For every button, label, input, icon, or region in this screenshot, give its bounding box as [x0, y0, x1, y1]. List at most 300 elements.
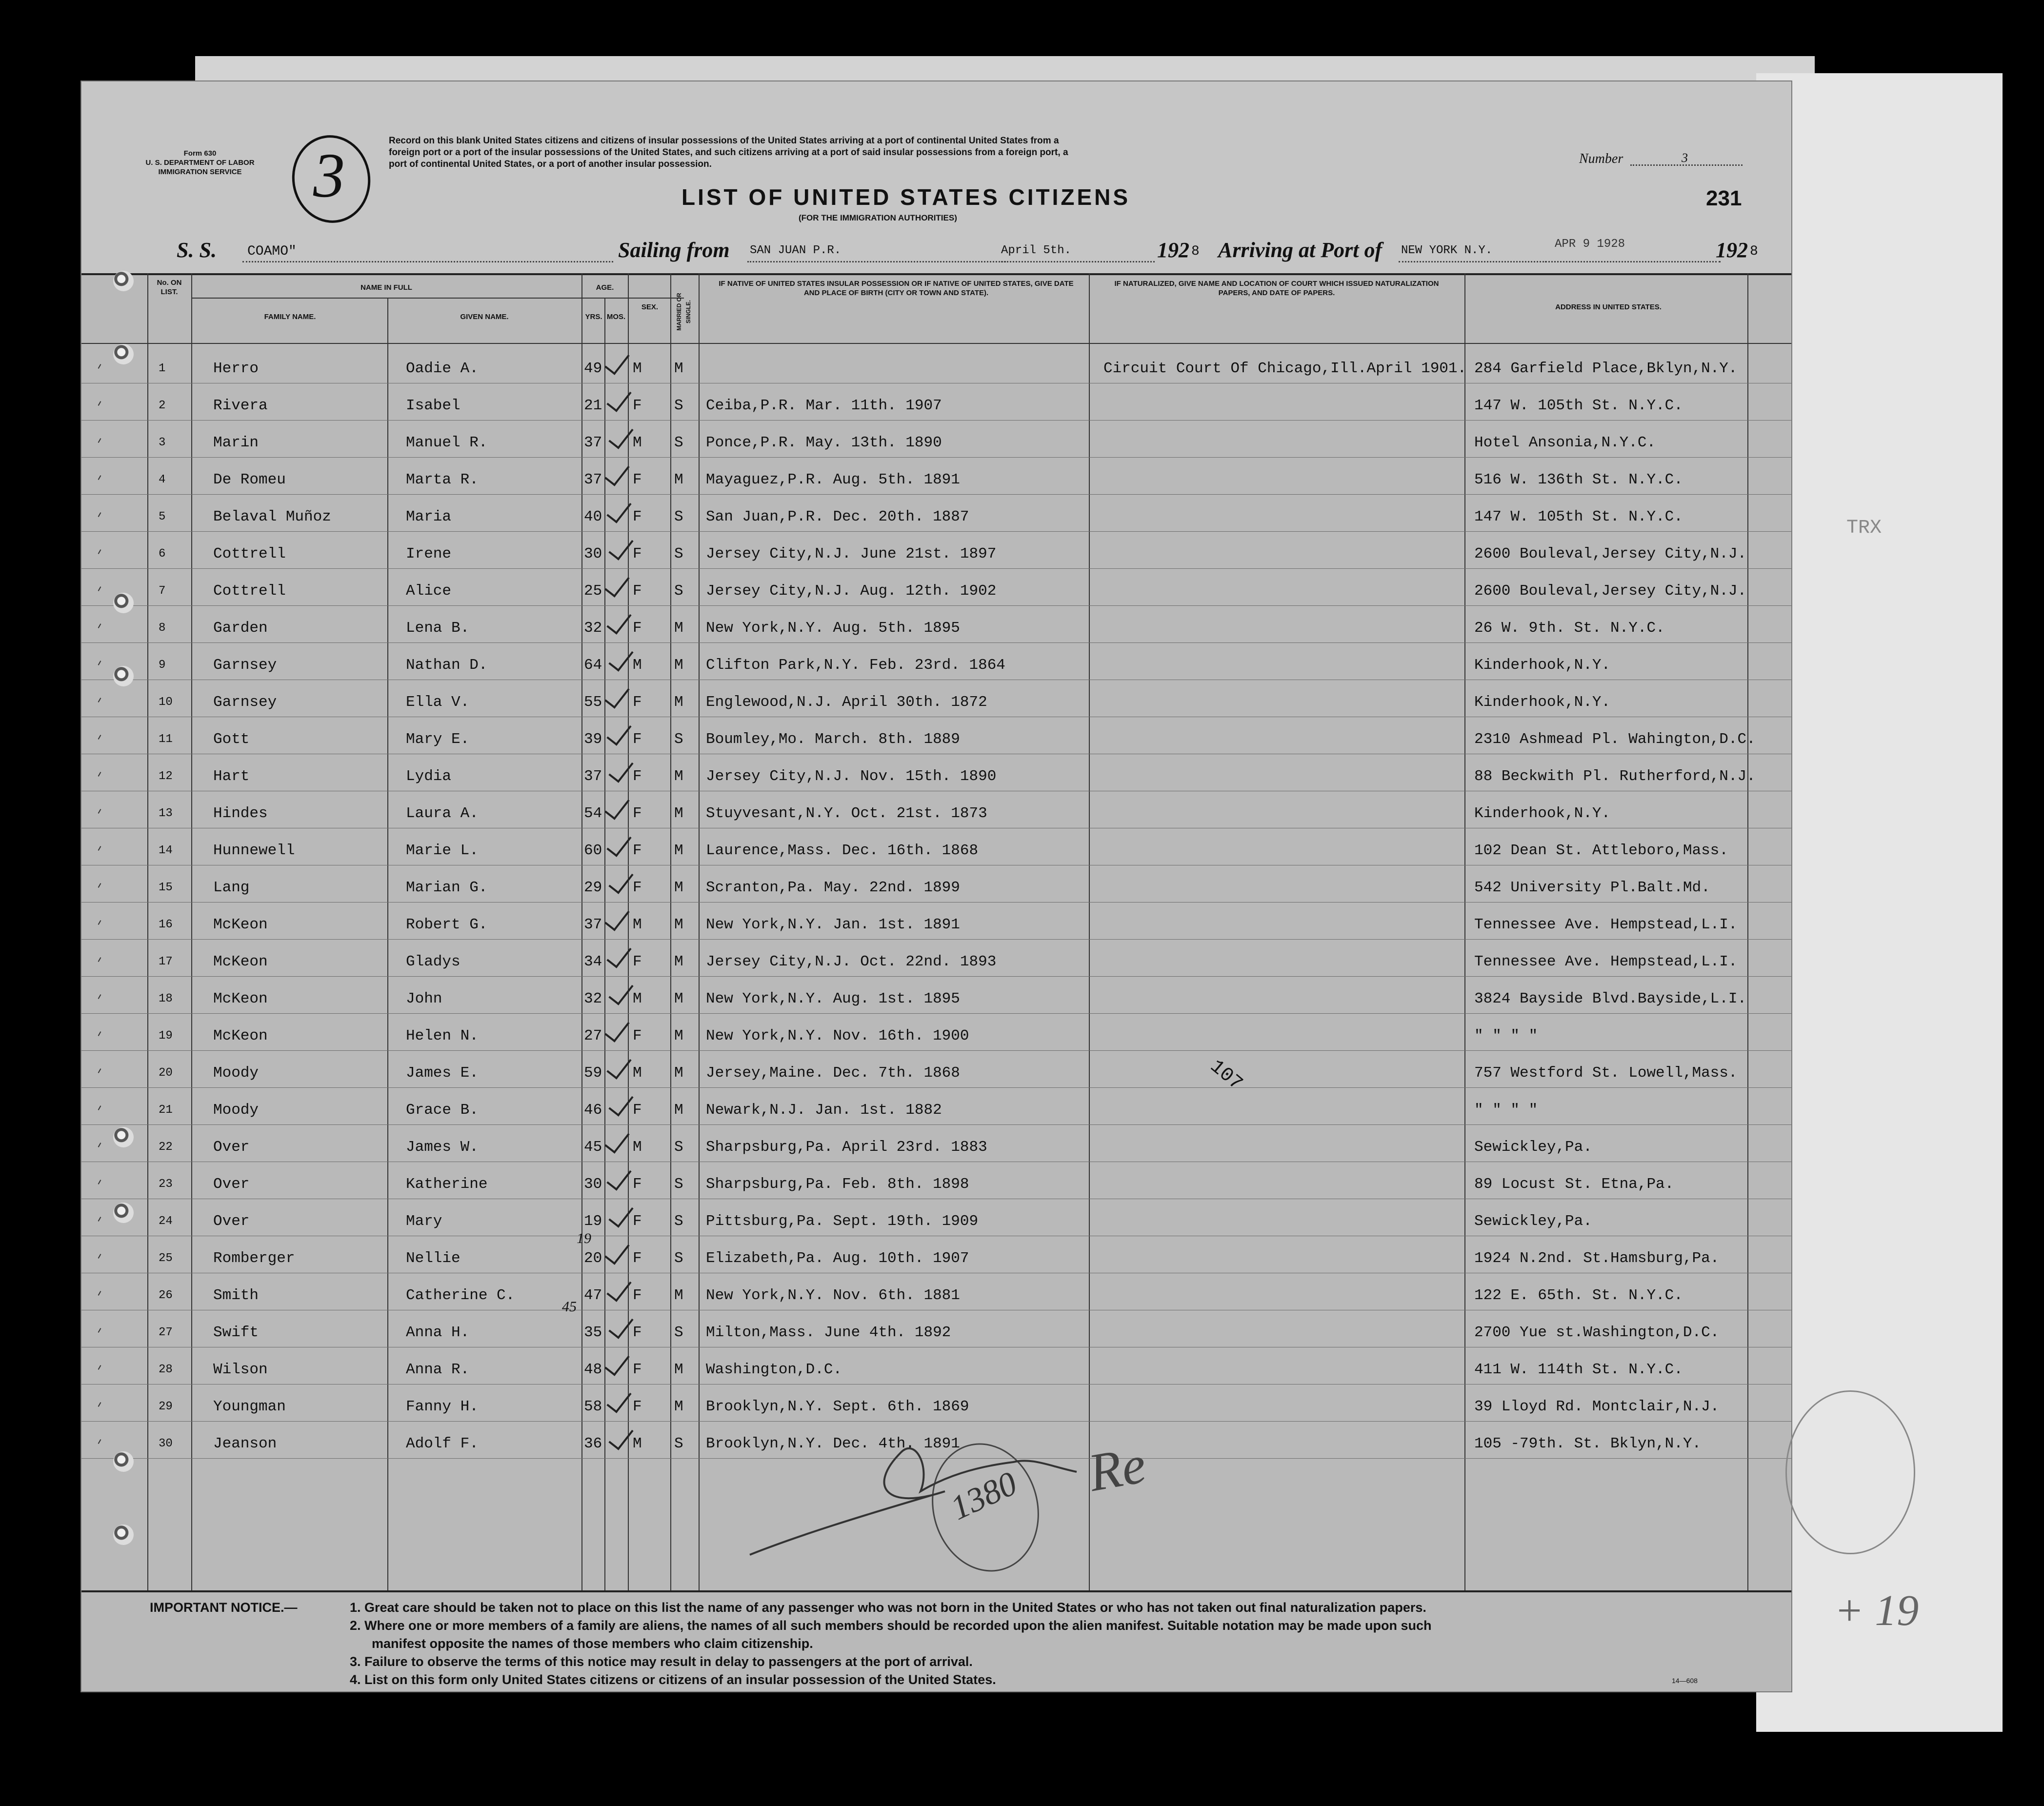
marital-status: M — [674, 360, 683, 377]
margin-tick — [98, 1180, 101, 1184]
margin-tick — [98, 475, 101, 480]
table-top-border — [81, 273, 1791, 275]
table-row — [81, 940, 1791, 977]
age-years: 48 — [584, 1361, 602, 1378]
table-row — [81, 828, 1791, 865]
inspection-check-mark — [606, 385, 631, 412]
family-name: Marin — [213, 434, 259, 451]
header-no: No. ON LIST. — [157, 279, 182, 296]
marital-status: S — [674, 1176, 683, 1193]
birth-place-date: Scranton,Pa. May. 22nd. 1899 — [706, 879, 960, 896]
birth-place-date: Newark,N.J. Jan. 1st. 1882 — [706, 1102, 942, 1119]
us-address: Hotel Ansonia,N.Y.C. — [1474, 434, 1656, 451]
us-address: 2310 Ashmead Pl. Wahington,D.C. — [1474, 731, 1756, 748]
marital-status: M — [674, 990, 683, 1007]
table-row — [81, 1162, 1791, 1199]
inspection-check-mark — [604, 1015, 629, 1042]
header-sex: SEX. — [641, 303, 659, 311]
inspection-check-mark — [608, 1201, 633, 1227]
birth-place-date: Sharpsburg,Pa. April 23rd. 1883 — [706, 1139, 987, 1156]
age-years: 37 — [584, 916, 602, 933]
us-address: 122 E. 65th. St. N.Y.C. — [1474, 1287, 1683, 1304]
form-subtitle: (FOR THE IMMIGRATION AUTHORITIES) — [799, 213, 957, 222]
inspection-check-mark — [608, 422, 633, 449]
margin-tick — [98, 1402, 101, 1407]
table-row — [81, 1125, 1791, 1162]
notice-item-2-cont: manifest opposite the names of those members who claim citizenship. — [372, 1636, 813, 1651]
punch-hole — [113, 344, 134, 364]
family-name: Over — [213, 1213, 250, 1230]
us-address: Kinderhook,N.Y. — [1474, 657, 1611, 674]
birth-place-date: Stuyvesant,N.Y. Oct. 21st. 1873 — [706, 805, 987, 822]
family-name: Youngman — [213, 1398, 286, 1415]
marital-status: S — [674, 1435, 683, 1452]
marital-status: S — [674, 731, 683, 748]
given-name: Irene — [406, 545, 452, 562]
birth-place-date: New York,N.Y. Aug. 5th. 1895 — [706, 620, 960, 637]
given-name: Mary — [406, 1213, 442, 1230]
row-number: 21 — [159, 1104, 173, 1117]
age-years: 40 — [584, 508, 602, 525]
arrival-date-line — [1545, 261, 1721, 262]
page-number: 231 — [1706, 186, 1742, 210]
given-name: Manuel R. — [406, 434, 488, 451]
given-name: Nellie — [406, 1250, 461, 1267]
birth-place-date: Clifton Park,N.Y. Feb. 23rd. 1864 — [706, 657, 1005, 674]
row-number: 5 — [159, 510, 166, 523]
age-years: 55 — [584, 694, 602, 711]
arriving-label: Arriving at Port of — [1218, 238, 1383, 262]
birth-place-date: Boumley,Mo. March. 8th. 1889 — [706, 731, 960, 748]
table-row — [81, 1014, 1791, 1051]
sex: M — [633, 434, 642, 451]
age-years: 59 — [584, 1064, 602, 1082]
birth-place-date: Jersey City,N.J. June 21st. 1897 — [706, 545, 997, 562]
marital-status: S — [674, 397, 683, 414]
margin-tick — [98, 401, 101, 406]
sex: F — [633, 1361, 642, 1378]
row-number: 27 — [159, 1326, 173, 1339]
age-years: 39 — [584, 731, 602, 748]
sex: M — [633, 1064, 642, 1082]
birth-place-date: Laurence,Mass. Dec. 16th. 1868 — [706, 842, 979, 859]
row-number: 9 — [159, 659, 166, 672]
family-name: Gott — [213, 731, 250, 748]
given-name: James E. — [406, 1064, 479, 1082]
us-address: " " " " — [1474, 1102, 1538, 1119]
header-age: AGE. — [596, 283, 614, 292]
header-given-name: GIVEN NAME. — [460, 313, 509, 321]
us-address: 2600 Bouleval,Jersey City,N.J. — [1474, 545, 1747, 562]
row-number: 13 — [159, 807, 173, 820]
inspection-check-mark — [606, 496, 631, 523]
inspection-check-mark — [606, 607, 631, 634]
sailing-from: SAN JUAN P.R. — [750, 244, 842, 257]
marital-status: M — [674, 1287, 683, 1304]
given-name: Alice — [406, 582, 452, 600]
pencil-letters: Re — [1084, 1434, 1150, 1503]
ss-label: S. S. — [177, 238, 217, 262]
birth-place-date: Ceiba,P.R. Mar. 11th. 1907 — [706, 397, 942, 414]
inspection-check-mark — [604, 570, 629, 597]
us-address: 88 Beckwith Pl. Rutherford,N.J. — [1474, 768, 1756, 785]
row-number: 18 — [159, 992, 173, 1005]
row-number: 17 — [159, 955, 173, 968]
family-name: Hunnewell — [213, 842, 295, 859]
table-row — [81, 458, 1791, 495]
table-row — [81, 1199, 1791, 1236]
margin-tick — [98, 735, 101, 740]
birth-place-date: New York,N.Y. Jan. 1st. 1891 — [706, 916, 960, 933]
punch-hole — [113, 666, 134, 686]
form-title: LIST OF UNITED STATES CITIZENS — [681, 184, 1131, 210]
inspection-check-mark — [604, 1349, 629, 1376]
margin-tick — [98, 1068, 101, 1073]
family-name: McKeon — [213, 953, 268, 970]
given-name: Lydia — [406, 768, 452, 785]
sex: F — [633, 879, 642, 896]
marital-status: M — [674, 1361, 683, 1378]
given-name: Katherine — [406, 1176, 488, 1193]
marital-status: M — [674, 1102, 683, 1119]
sex: F — [633, 842, 642, 859]
us-address: 284 Garfield Place,Bklyn,N.Y. — [1474, 360, 1738, 377]
us-address: 542 University Pl.Balt.Md. — [1474, 879, 1710, 896]
row-number: 4 — [159, 473, 166, 486]
family-name: Hart — [213, 768, 250, 785]
given-name: Adolf F. — [406, 1435, 479, 1452]
form-number: Form 630 — [183, 149, 217, 158]
marital-status: S — [674, 1213, 683, 1230]
row-number: 16 — [159, 918, 173, 931]
sex: F — [633, 397, 642, 414]
manifest-table — [81, 273, 1791, 1615]
marital-status: M — [674, 805, 683, 822]
arrival-year-prefix: 192 — [1716, 238, 1748, 262]
table-row — [81, 643, 1791, 680]
given-name: Oadie A. — [406, 360, 479, 377]
header-family-name: FAMILY NAME. — [264, 313, 316, 321]
inspection-check-mark — [608, 1423, 633, 1450]
margin-tick — [98, 1365, 101, 1370]
header-mos: MOS. — [606, 313, 626, 321]
table-row — [81, 569, 1791, 606]
given-name: Maria — [406, 508, 452, 525]
table-row — [81, 717, 1791, 754]
marital-status: M — [674, 916, 683, 933]
margin-tick — [98, 772, 101, 777]
given-name: Lena B. — [406, 620, 470, 637]
sex: M — [633, 1435, 642, 1452]
row-number: 12 — [159, 770, 173, 783]
row-number: 3 — [159, 436, 166, 449]
age-years: 30 — [584, 545, 602, 562]
marital-status: S — [674, 434, 683, 451]
age-years: 54 — [584, 805, 602, 822]
birth-place-date: Milton,Mass. June 4th. 1892 — [706, 1324, 951, 1341]
notice-item-3: 3. Failure to observe the terms of this notice may result in delay to passengers at the port of arrival. — [350, 1654, 973, 1669]
notice-item-1: 1. Great care should be taken not to place on this list the name of any passenger who was not born in the United States or who has not taken out final naturalization papers. — [350, 1600, 1426, 1615]
given-name: Marie L. — [406, 842, 479, 859]
marital-status: M — [674, 953, 683, 970]
us-address: 411 W. 114th St. N.Y.C. — [1474, 1361, 1683, 1378]
age-years: 37 — [584, 471, 602, 488]
table-row — [81, 1273, 1791, 1310]
row-number: 6 — [159, 547, 166, 561]
age-years: 60 — [584, 842, 602, 859]
table-row — [81, 1385, 1791, 1422]
row-number: 19 — [159, 1029, 173, 1043]
given-name: Robert G. — [406, 916, 488, 933]
sex: M — [633, 990, 642, 1007]
given-name: Mary E. — [406, 731, 470, 748]
margin-tick — [98, 623, 101, 628]
age-years: 27 — [584, 1027, 602, 1044]
punch-hole — [113, 1525, 134, 1545]
row-number: 23 — [159, 1178, 173, 1191]
inspection-check-mark — [608, 756, 633, 783]
table-row — [81, 383, 1791, 421]
family-name: Cottrell — [213, 545, 286, 562]
us-address: 147 W. 105th St. N.Y.C. — [1474, 508, 1683, 525]
age-years: 45 — [584, 1139, 602, 1156]
given-name: Marian G. — [406, 879, 488, 896]
margin-tick — [98, 920, 101, 925]
given-name: Marta R. — [406, 471, 479, 488]
sex: F — [633, 582, 642, 600]
sex: F — [633, 1213, 642, 1230]
birth-place-date: Brooklyn,N.Y. Dec. 4th. 1891 — [706, 1435, 960, 1452]
form-code: 14—608 — [1672, 1677, 1698, 1685]
given-name: Grace B. — [406, 1102, 479, 1119]
row-number: 11 — [159, 733, 173, 746]
inspection-check-mark — [606, 1164, 631, 1190]
age-years: 21 — [584, 397, 602, 414]
record-instructions: Record on this blank United States citizens and citizens of insular possessions of the United States arriving at a port of continental United States from a foreign port or a port of the insular possessions of the United States, and such citizens arriving at a port of said insular possessions from a foreign port, a port of continental United States, or a port of another insular possession. — [389, 136, 1068, 169]
stamp-number: 107 — [1205, 1056, 1247, 1095]
margin-tick — [98, 698, 101, 702]
header-naturalized: IF NATURALIZED, GIVE NAME AND LOCATION OF COURT WHICH ISSUED NATURALIZATION PAPERS, AND DATE OF PAPERS. — [1114, 280, 1439, 297]
given-name: John — [406, 990, 442, 1007]
header-birth: IF NATIVE OF UNITED STATES INSULAR POSSESSION OR IF NATIVE OF UNITED STATES, GIVE DATE AND PLACE OF BIRTH (CITY OR TOWN AND STATE). — [719, 280, 1074, 297]
inspection-check-mark — [608, 1089, 633, 1116]
family-name: Swift — [213, 1324, 259, 1341]
age-years: 58 — [584, 1398, 602, 1415]
sex: F — [633, 731, 642, 748]
naturalization-court: Circuit Court Of Chicago,Ill.April 1901. — [1103, 360, 1467, 377]
sex: F — [633, 953, 642, 970]
family-name: Smith — [213, 1287, 259, 1304]
row-number: 26 — [159, 1289, 173, 1302]
table-row — [81, 495, 1791, 532]
row-number: 24 — [159, 1215, 173, 1228]
margin-tick — [98, 549, 101, 554]
table-row — [81, 791, 1791, 828]
punch-hole — [113, 271, 134, 291]
header-yrs: YRS. — [585, 313, 602, 321]
marital-status: M — [674, 1064, 683, 1082]
row-number: 25 — [159, 1252, 173, 1265]
us-address: 757 Westford St. Lowell,Mass. — [1474, 1064, 1738, 1082]
marital-status: M — [674, 1398, 683, 1415]
age-years: 36 — [584, 1435, 602, 1452]
table-row — [81, 1236, 1791, 1273]
table-row — [81, 680, 1791, 717]
us-address: 26 W. 9th. St. N.Y.C. — [1474, 620, 1665, 637]
row-number: 28 — [159, 1363, 173, 1376]
table-row — [81, 754, 1791, 791]
marital-status: S — [674, 1324, 683, 1341]
birth-place-date: Mayaguez,P.R. Aug. 5th. 1891 — [706, 471, 960, 488]
marital-status: M — [674, 620, 683, 637]
us-address: 2700 Yue st.Washington,D.C. — [1474, 1324, 1720, 1341]
sailing-date: April 5th. — [1001, 244, 1072, 257]
margin-tick — [98, 586, 101, 591]
birth-place-date: Elizabeth,Pa. Aug. 10th. 1907 — [706, 1250, 969, 1267]
inspection-check-mark — [608, 1312, 633, 1339]
family-name: Over — [213, 1176, 250, 1193]
row-number: 20 — [159, 1066, 173, 1080]
us-address: Kinderhook,N.Y. — [1474, 694, 1611, 711]
pencil-signature — [740, 1418, 1082, 1565]
birth-place-date: Sharpsburg,Pa. Feb. 8th. 1898 — [706, 1176, 969, 1193]
us-address: 516 W. 136th St. N.Y.C. — [1474, 471, 1683, 488]
sex: F — [633, 1102, 642, 1119]
family-name: Garnsey — [213, 657, 277, 674]
right-sheet-circle — [1785, 1390, 1915, 1554]
table-row — [81, 1310, 1791, 1347]
inspection-check-mark — [604, 459, 629, 486]
age-years: 47 — [584, 1287, 602, 1304]
inspection-check-mark — [604, 1238, 629, 1264]
sailing-date-line — [999, 261, 1155, 262]
birth-place-date: Jersey City,N.J. Oct. 22nd. 1893 — [706, 953, 997, 970]
sex: F — [633, 1324, 642, 1341]
punch-hole — [113, 1127, 134, 1147]
row-number: 22 — [159, 1141, 173, 1154]
number-value: 3 — [1682, 151, 1688, 165]
birth-place-date: Englewood,N.J. April 30th. 1872 — [706, 694, 987, 711]
margin-tick — [98, 1217, 101, 1222]
birth-place-date: San Juan,P.R. Dec. 20th. 1887 — [706, 508, 969, 525]
margin-tick — [98, 846, 101, 851]
table-row — [81, 1088, 1791, 1125]
margin-tick — [98, 1328, 101, 1333]
number-label: Number — [1579, 151, 1623, 166]
birth-place-date: New York,N.Y. Aug. 1st. 1895 — [706, 990, 960, 1007]
age-years: 37 — [584, 768, 602, 785]
row-number: 10 — [159, 696, 173, 709]
marital-status: M — [674, 768, 683, 785]
family-name: McKeon — [213, 1027, 268, 1044]
sex: F — [633, 1287, 642, 1304]
given-name: Catherine C. — [406, 1287, 515, 1304]
margin-tick — [98, 438, 101, 443]
margin-tick — [98, 994, 101, 999]
family-name: Garden — [213, 620, 268, 637]
row-number: 2 — [159, 399, 166, 412]
arrival-year: 8 — [1750, 244, 1758, 259]
marital-status: M — [674, 842, 683, 859]
sex: F — [633, 1176, 642, 1193]
birth-place-date: New York,N.Y. Nov. 16th. 1900 — [706, 1027, 969, 1044]
us-address: Kinderhook,N.Y. — [1474, 805, 1611, 822]
margin-tick — [98, 883, 101, 888]
age-years: 29 — [584, 879, 602, 896]
age-years: 46 — [584, 1102, 602, 1119]
sex: F — [633, 768, 642, 785]
age-years: 32 — [584, 620, 602, 637]
margin-tick — [98, 1254, 101, 1259]
notice-item-2: 2. Where one or more members of a family are aliens, the names of all such members should be recorded upon the alien manifest. Suitable notation may be made upon such — [350, 1618, 1432, 1633]
us-address: Tennessee Ave. Hempstead,L.I. — [1474, 916, 1738, 933]
age-years: 35 — [584, 1324, 602, 1341]
family-name: Garnsey — [213, 694, 277, 711]
given-name: Isabel — [406, 397, 461, 414]
marital-status: M — [674, 657, 683, 674]
inspection-check-mark — [604, 348, 629, 375]
margin-tick — [98, 1439, 101, 1444]
punch-hole — [113, 593, 134, 613]
form-identifier — [139, 149, 261, 177]
table-row — [81, 977, 1791, 1014]
notice-label: IMPORTANT NOTICE.— — [150, 1600, 298, 1615]
inspection-check-mark — [604, 1126, 629, 1153]
inspection-check-mark — [608, 978, 633, 1005]
table-row — [81, 346, 1791, 383]
row-number: 8 — [159, 622, 166, 635]
punch-hole — [113, 1451, 134, 1472]
age-correction-19: 19 — [577, 1230, 591, 1246]
birth-place-date: Jersey City,N.J. Nov. 15th. 1890 — [706, 768, 997, 785]
punch-hole — [113, 1203, 134, 1223]
age-years: 34 — [584, 953, 602, 970]
marital-status: M — [674, 879, 683, 896]
sailing-year-prefix: 192 — [1157, 238, 1189, 262]
margin-tick — [98, 512, 101, 517]
sex: M — [633, 360, 642, 377]
family-name: De Romeu — [213, 471, 286, 488]
row-number: 1 — [159, 362, 166, 375]
sex: F — [633, 471, 642, 488]
margin-tick — [98, 1291, 101, 1296]
margin-tick — [98, 364, 101, 369]
arrival-date-stamp: APR 9 1928 — [1555, 238, 1625, 251]
sex: M — [633, 657, 642, 674]
family-name: McKeon — [213, 990, 268, 1007]
given-name: James W. — [406, 1139, 479, 1156]
table-row — [81, 1347, 1791, 1385]
given-name: Helen N. — [406, 1027, 479, 1044]
header-name-in-full: NAME IN FULL — [361, 283, 412, 292]
us-address: 102 Dean St. Attleboro,Mass. — [1474, 842, 1728, 859]
marital-status: S — [674, 545, 683, 562]
family-name: Moody — [213, 1064, 259, 1082]
age-years: 20 — [584, 1250, 602, 1267]
sex: M — [633, 1139, 642, 1156]
header-married: MARRIED OR SINGLE. — [676, 293, 692, 331]
inspection-check-mark — [606, 941, 631, 968]
marital-status: M — [674, 1027, 683, 1044]
notice-item-4: 4. List on this form only United States citizens or citizens of an insular possession of the United States. — [350, 1672, 996, 1687]
marital-status: M — [674, 471, 683, 488]
margin-tick — [98, 1105, 101, 1110]
marital-status: S — [674, 582, 683, 600]
family-name: Rivera — [213, 397, 268, 414]
inspection-check-mark — [606, 830, 631, 857]
inspection-check-mark — [608, 867, 633, 894]
table-bottom-border — [81, 1590, 1791, 1592]
